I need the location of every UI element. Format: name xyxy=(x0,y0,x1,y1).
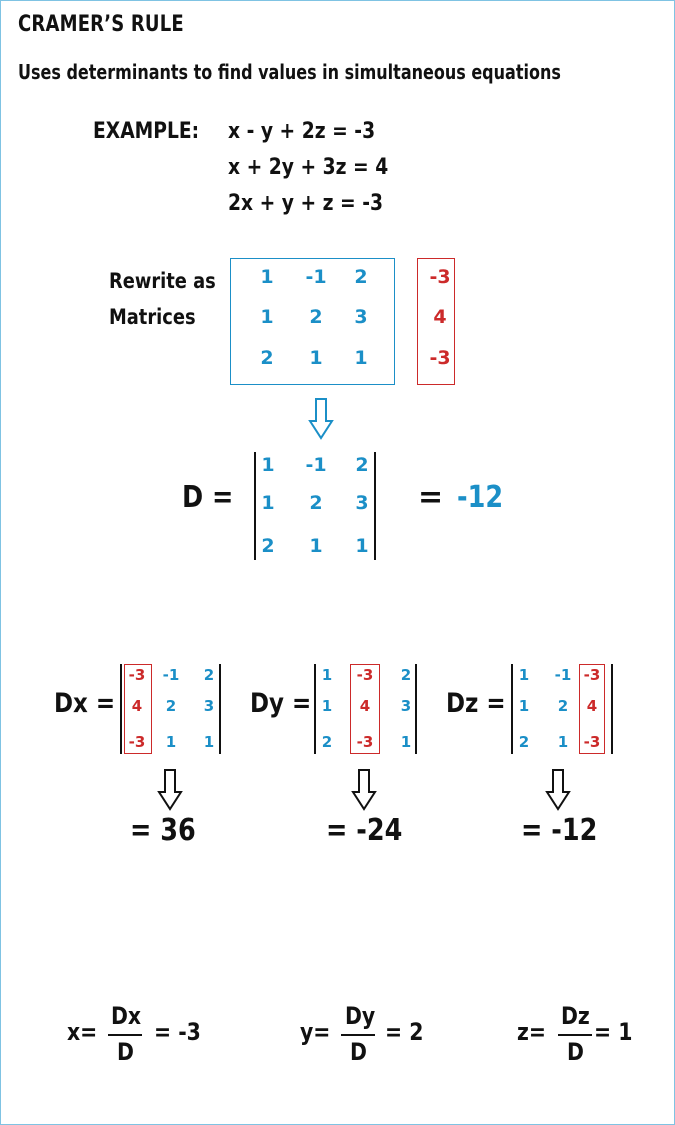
solution-x-value: = -3 xyxy=(154,1018,201,1046)
dy-cell-r3c3: 1 xyxy=(400,733,412,751)
coefficient-cell-r3c3: 1 xyxy=(354,347,368,369)
equation-2: x + 2y + 3z = 4 xyxy=(228,155,389,180)
example-label: EXAMPLE: xyxy=(93,119,200,144)
dx-cell-r2c2: 2 xyxy=(165,697,177,715)
determinant-label: D = xyxy=(182,480,234,515)
determinant-cell-r3c2: 1 xyxy=(309,535,323,557)
dx-cell-r2c3: 3 xyxy=(203,697,215,715)
solution-z-numerator: Dz xyxy=(561,1002,590,1030)
coefficient-cell-r2c1: 1 xyxy=(260,306,274,328)
dx-cell-r1c1: -3 xyxy=(128,666,146,684)
determinant-cell-r1c1: 1 xyxy=(261,454,275,476)
solution-x-fraction-bar xyxy=(108,1034,142,1036)
dz-cell-r1c3: -3 xyxy=(583,666,601,684)
determinant-cell-r3c3: 1 xyxy=(355,535,369,557)
solution-z-var: z= xyxy=(517,1018,546,1046)
equation-1: x - y + 2z = -3 xyxy=(228,119,376,144)
solution-y-denominator: D xyxy=(350,1038,367,1066)
dx-cell-r1c2: -1 xyxy=(162,666,180,684)
solution-z-fraction-bar xyxy=(558,1034,592,1036)
determinant-cell-r2c1: 1 xyxy=(261,492,275,514)
constant-cell-1: -3 xyxy=(429,266,451,288)
dz-cell-r2c1: 1 xyxy=(518,697,530,715)
dy-cell-r2c3: 3 xyxy=(400,697,412,715)
dx-right-bar xyxy=(219,664,221,754)
solution-x-denominator: D xyxy=(117,1038,134,1066)
solution-x-var: x= xyxy=(67,1018,98,1046)
determinant-cell-r1c3: 2 xyxy=(355,454,369,476)
dz-cell-r2c3: 4 xyxy=(586,697,598,715)
coefficient-cell-r3c1: 2 xyxy=(260,347,274,369)
dz-label: Dz = xyxy=(446,688,506,719)
dx-result: = 36 xyxy=(130,813,196,848)
rewrite-label-line1: Rewrite as xyxy=(109,269,216,293)
coefficient-cell-r3c2: 1 xyxy=(309,347,323,369)
constant-cell-3: -3 xyxy=(429,347,451,369)
determinant-right-bar xyxy=(374,452,376,560)
coefficient-cell-r2c2: 2 xyxy=(309,306,323,328)
dy-cell-r3c2: -3 xyxy=(356,733,374,751)
solution-y-value: = 2 xyxy=(385,1018,424,1046)
solution-y-fraction-bar xyxy=(341,1034,375,1036)
solution-y-var: y= xyxy=(300,1018,331,1046)
coefficient-cell-r1c3: 2 xyxy=(354,266,368,288)
dy-left-bar xyxy=(314,664,316,754)
dz-cell-r2c2: 2 xyxy=(557,697,569,715)
determinant-cell-r2c3: 3 xyxy=(355,492,369,514)
dz-cell-r3c2: 1 xyxy=(557,733,569,751)
equation-3: 2x + y + z = -3 xyxy=(228,191,383,216)
rewrite-label-line2: Matrices xyxy=(109,305,196,329)
solution-y-numerator: Dy xyxy=(345,1002,376,1030)
dy-cell-r1c1: 1 xyxy=(321,666,333,684)
dx-left-bar xyxy=(120,664,122,754)
hollow-down-arrow-icon xyxy=(351,768,377,812)
dy-right-bar xyxy=(415,664,417,754)
hollow-down-arrow-icon xyxy=(545,768,571,812)
dx-label: Dx = xyxy=(54,688,116,719)
coefficient-cell-r2c3: 3 xyxy=(354,306,368,328)
dx-cell-r2c1: 4 xyxy=(131,697,143,715)
page-title: CRAMER’S RULE xyxy=(18,12,184,37)
dx-cell-r1c3: 2 xyxy=(203,666,215,684)
dz-cell-r1c1: 1 xyxy=(518,666,530,684)
dy-cell-r2c1: 1 xyxy=(321,697,333,715)
page-subtitle: Uses determinants to find values in simultaneous equations xyxy=(18,60,561,84)
dy-cell-r1c2: -3 xyxy=(356,666,374,684)
coefficient-cell-r1c2: -1 xyxy=(305,266,327,288)
dy-cell-r2c2: 4 xyxy=(359,697,371,715)
dy-result: = -24 xyxy=(326,813,403,848)
dy-cell-r3c1: 2 xyxy=(321,733,333,751)
dz-cell-r3c3: -3 xyxy=(583,733,601,751)
dz-left-bar xyxy=(511,664,513,754)
dx-cell-r3c3: 1 xyxy=(203,733,215,751)
dz-right-bar xyxy=(611,664,613,754)
determinant-value: -12 xyxy=(457,480,504,515)
dx-cell-r3c2: 1 xyxy=(165,733,177,751)
dy-cell-r1c3: 2 xyxy=(400,666,412,684)
constant-cell-2: 4 xyxy=(433,306,447,328)
solution-x-numerator: Dx xyxy=(111,1002,142,1030)
dy-label: Dy = xyxy=(250,688,312,719)
determinant-left-bar xyxy=(254,452,256,560)
dz-result: = -12 xyxy=(521,813,598,848)
solution-z-denominator: D xyxy=(567,1038,584,1066)
dx-cell-r3c1: -3 xyxy=(128,733,146,751)
dz-cell-r1c2: -1 xyxy=(554,666,572,684)
determinant-cell-r1c2: -1 xyxy=(305,454,327,476)
hollow-down-arrow-icon xyxy=(157,768,183,812)
dz-cell-r3c1: 2 xyxy=(518,733,530,751)
determinant-equals: = xyxy=(418,480,444,515)
hollow-down-arrow-icon xyxy=(308,397,334,441)
determinant-cell-r2c2: 2 xyxy=(309,492,323,514)
determinant-cell-r3c1: 2 xyxy=(261,535,275,557)
coefficient-cell-r1c1: 1 xyxy=(260,266,274,288)
solution-z-value: = 1 xyxy=(594,1018,633,1046)
